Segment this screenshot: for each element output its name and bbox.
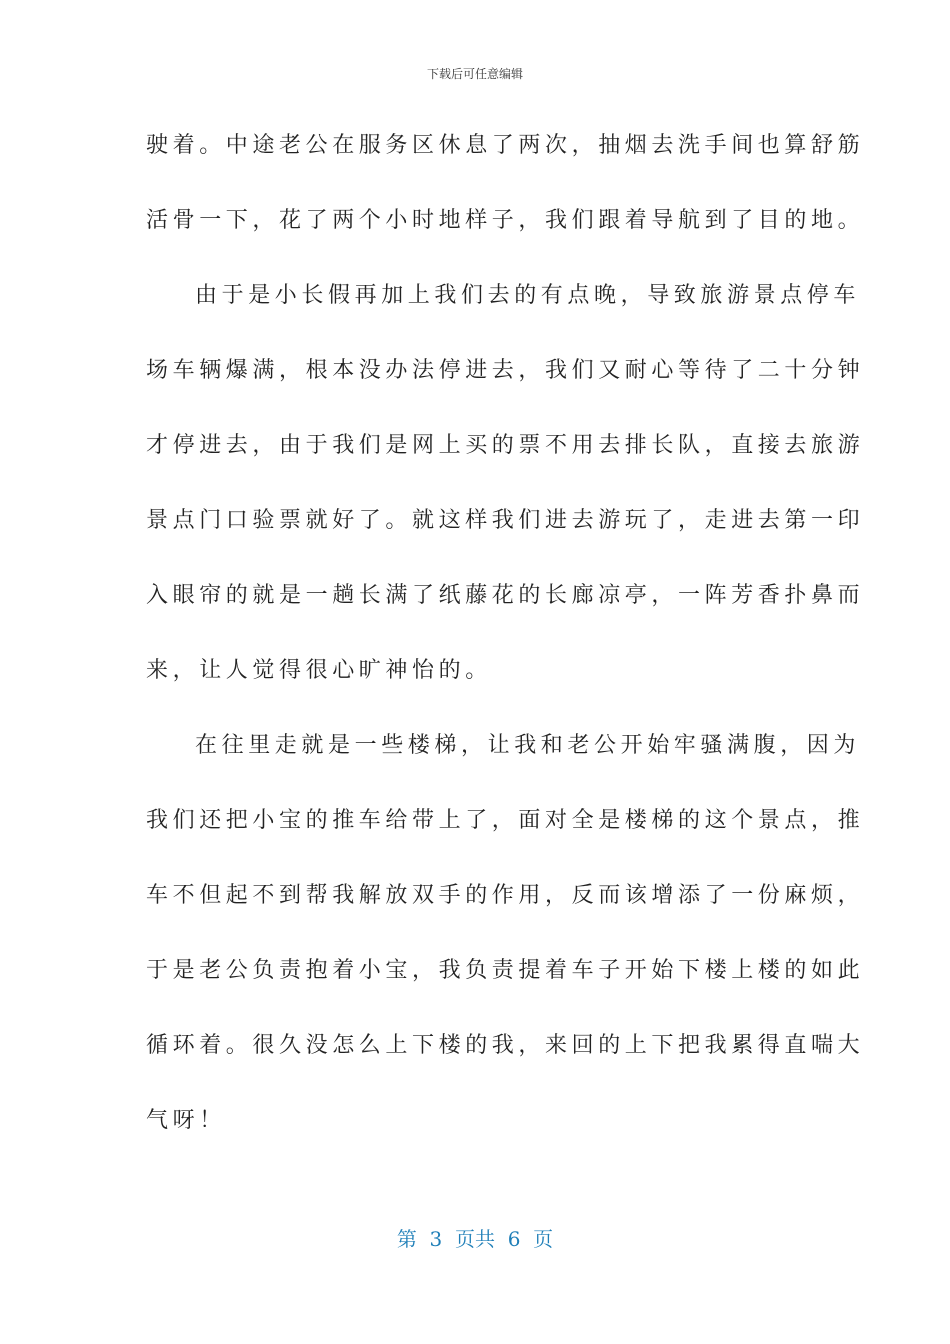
paragraph-line: 于是老公负责抱着小宝，我负责提着车子开始下楼上楼的如此 [146,958,865,983]
paragraph-line: 驶着。中途老公在服务区休息了两次，抽烟去洗手间也算舒筋 [146,133,865,158]
document-body [146,108,865,1158]
paragraph-line: 景点门口验票就好了。就这样我们进去游玩了，走进去第一印 [146,508,865,533]
paragraph-line: 循环着。很久没怎么上下楼的我，来回的上下把我累得直喘大 [146,1033,865,1058]
paragraph-line: 我们还把小宝的推车给带上了，面对全是楼梯的这个景点，推 [146,808,865,833]
page-number-footer: 第 3 页共 6 页 [396,1227,554,1251]
paragraph-start-line: 由于是小长假再加上我们去的有点晚，导致旅游景点停车 [195,283,861,308]
paragraph-line: 才停进去，由于我们是网上买的票不用去排长队，直接去旅游 [146,433,865,458]
paragraph-line: 场车辆爆满，根本没办法停进去，我们又耐心等待了二十分钟 [146,358,865,383]
paragraph-line: 来，让人觉得很心旷神怡的。 [146,658,492,683]
page-header: 下载后可任意编辑 [426,67,523,81]
paragraph-line: 车不但起不到帮我解放双手的作用，反而该增添了一份麻烦， [146,883,865,908]
paragraph-start-line: 在往里走就是一些楼梯，让我和老公开始牢骚满腹，因为 [195,733,861,758]
paragraph-line: 入眼帘的就是一趟长满了纸藤花的长廊凉亭，一阵芳香扑鼻而 [146,583,865,608]
paragraph-line: 活骨一下，花了两个小时地样子，我们跟着导航到了目的地。 [146,208,865,233]
paragraph-line: 气呀！ [146,1108,226,1133]
